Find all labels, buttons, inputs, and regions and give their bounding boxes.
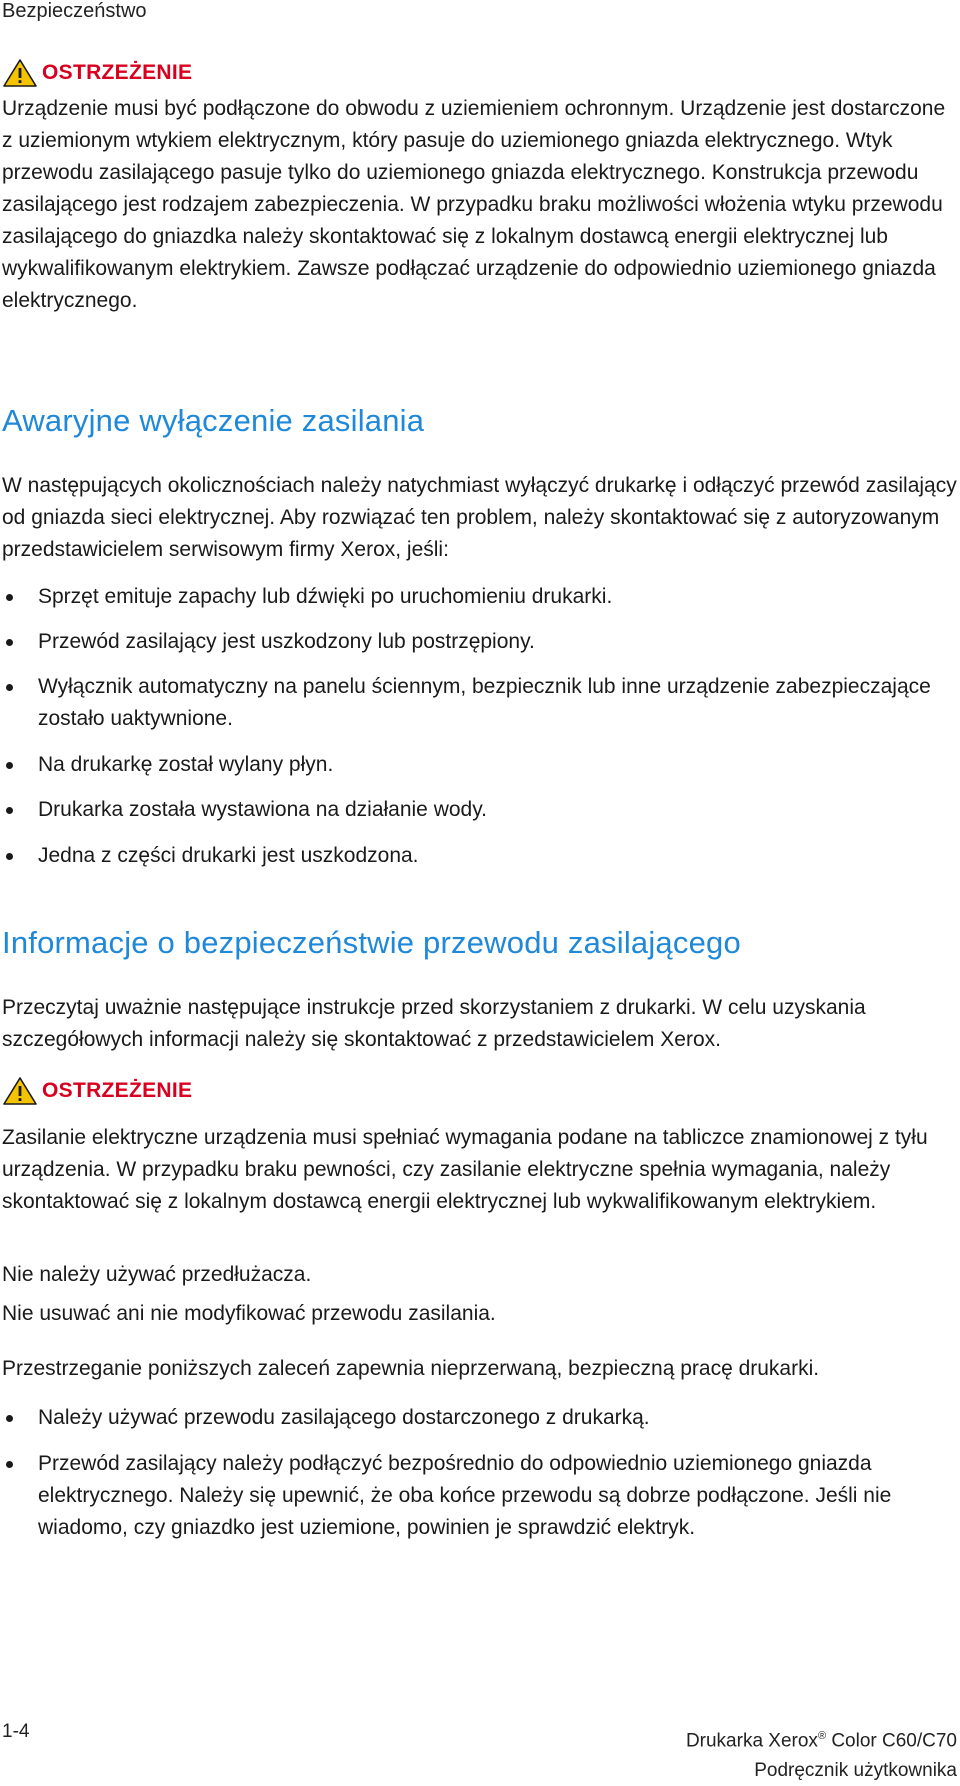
page-footer — [686, 1721, 957, 1786]
warning-heading — [2, 1076, 192, 1106]
section-intro: Przeczytaj uważnie następujące instrukcje przed skorzystaniem z drukarki. W celu uzyskania szczegółowych informacji należy się skontaktować z przedstawicielem Xerox. — [2, 996, 866, 1051]
list-item: Jedna z części drukarki jest uszkodzona. — [2, 840, 957, 872]
bullet-icon — [6, 684, 13, 691]
section-intro: W następujących okolicznościach należy natychmiast wyłączyć drukarkę i odłączyć przewód zasilający od gniazda sieci elektrycznej. Aby rozwiązać ten problem, należy skontaktować się z autoryzowanym przedstawicielem serwisowym firmy Xerox, jeśli: — [2, 474, 957, 561]
warning-triangle-icon — [2, 1076, 38, 1106]
warning-text: Urządzenie musi być podłączone do obwodu z uziemieniem ochronnym. Urządzenie jest dostarczone z uziemionym wtykiem elektrycznym, który pasuje do uziemionego gniazda elektrycznego. Wtyk przewodu zasilającego pasuje tylko do uziemionego gniazda elektrycznego. Konstrukcja przewodu zasilającego jest rodzajem zabezpieczenia. W przypadku braku możliwości włożenia wtyku przewodu zasilającego do gniazdka należy skontaktować się z lokalnym dostawcą energii elektrycznej lub wykwalifikowanym elektrykiem. Zawsze podłączać urządzenie do odpowiednio uziemionego gniazda elektrycznego. — [2, 97, 946, 312]
list-item: Przewód zasilający należy podłączyć bezpośrednio do odpowiednio uziemionego gniazda elektrycznego. Należy się upewnić, że oba końce przewodu są dobrze podłączone. Jeśli nie wiadomo, czy gniazdko jest uziemione, powinien je sprawdzić elektryk. — [2, 1448, 957, 1544]
bullet-icon — [6, 807, 13, 814]
page-number: 1-4 — [2, 1721, 30, 1742]
list-item: Należy używać przewodu zasilającego dostarczonego z drukarką. — [2, 1402, 957, 1434]
warning-text: Zasilanie elektryczne urządzenia musi spełniać wymagania podane na tabliczce znamionowej z tyłu urządzenia. W przypadku braku pewności, czy zasilanie elektryczne spełnia wymagania, należy skontaktować się z lokalnym dostawcą energii elektrycznej lub wykwalifikowanym elektrykiem. — [2, 1126, 928, 1213]
list-item: Wyłącznik automatyczny na panelu ściennym, bezpiecznik lub inne urządzenie zabezpieczające zostało uaktywnione. — [2, 671, 957, 735]
warning-label: OSTRZEŻENIE — [42, 61, 193, 84]
warning-heading — [2, 58, 192, 88]
list-item: Sprzęt emituje zapachy lub dźwięki po uruchomieniu drukarki. — [2, 581, 957, 613]
bullet-icon — [6, 1461, 13, 1468]
bullet-icon — [6, 639, 13, 646]
bullet-icon — [6, 762, 13, 769]
section-title-emergency: Awaryjne wyłączenie zasilania — [2, 403, 425, 438]
warning-triangle-icon — [2, 58, 38, 88]
bullet-icon — [6, 594, 13, 601]
guide-title: Podręcznik użytkownika — [754, 1760, 957, 1782]
instruction-line: Nie usuwać ani nie modyfikować przewodu zasilania. — [2, 1302, 496, 1325]
section-title-power-cord: Informacje o bezpieczeństwie przewodu zasilającego — [2, 925, 741, 960]
bullet-icon — [6, 853, 13, 860]
warning-label: OSTRZEŻENIE — [42, 1079, 193, 1102]
instruction-line: Nie należy używać przedłużacza. — [2, 1263, 312, 1286]
list-item: Na drukarkę został wylany płyn. — [2, 749, 957, 781]
running-head: Bezpieczeństwo — [2, 0, 147, 22]
product-name: Drukarka Xerox® Color C60/C70 — [685, 1730, 957, 1752]
list-item: Przewód zasilający jest uszkodzony lub postrzępiony. — [2, 626, 957, 658]
instruction-line: Przestrzeganie poniższych zaleceń zapewnia nieprzerwaną, bezpieczną pracę drukarki. — [2, 1357, 820, 1380]
bullet-icon — [6, 1415, 13, 1422]
list-item: Drukarka została wystawiona na działanie wody. — [2, 794, 957, 826]
